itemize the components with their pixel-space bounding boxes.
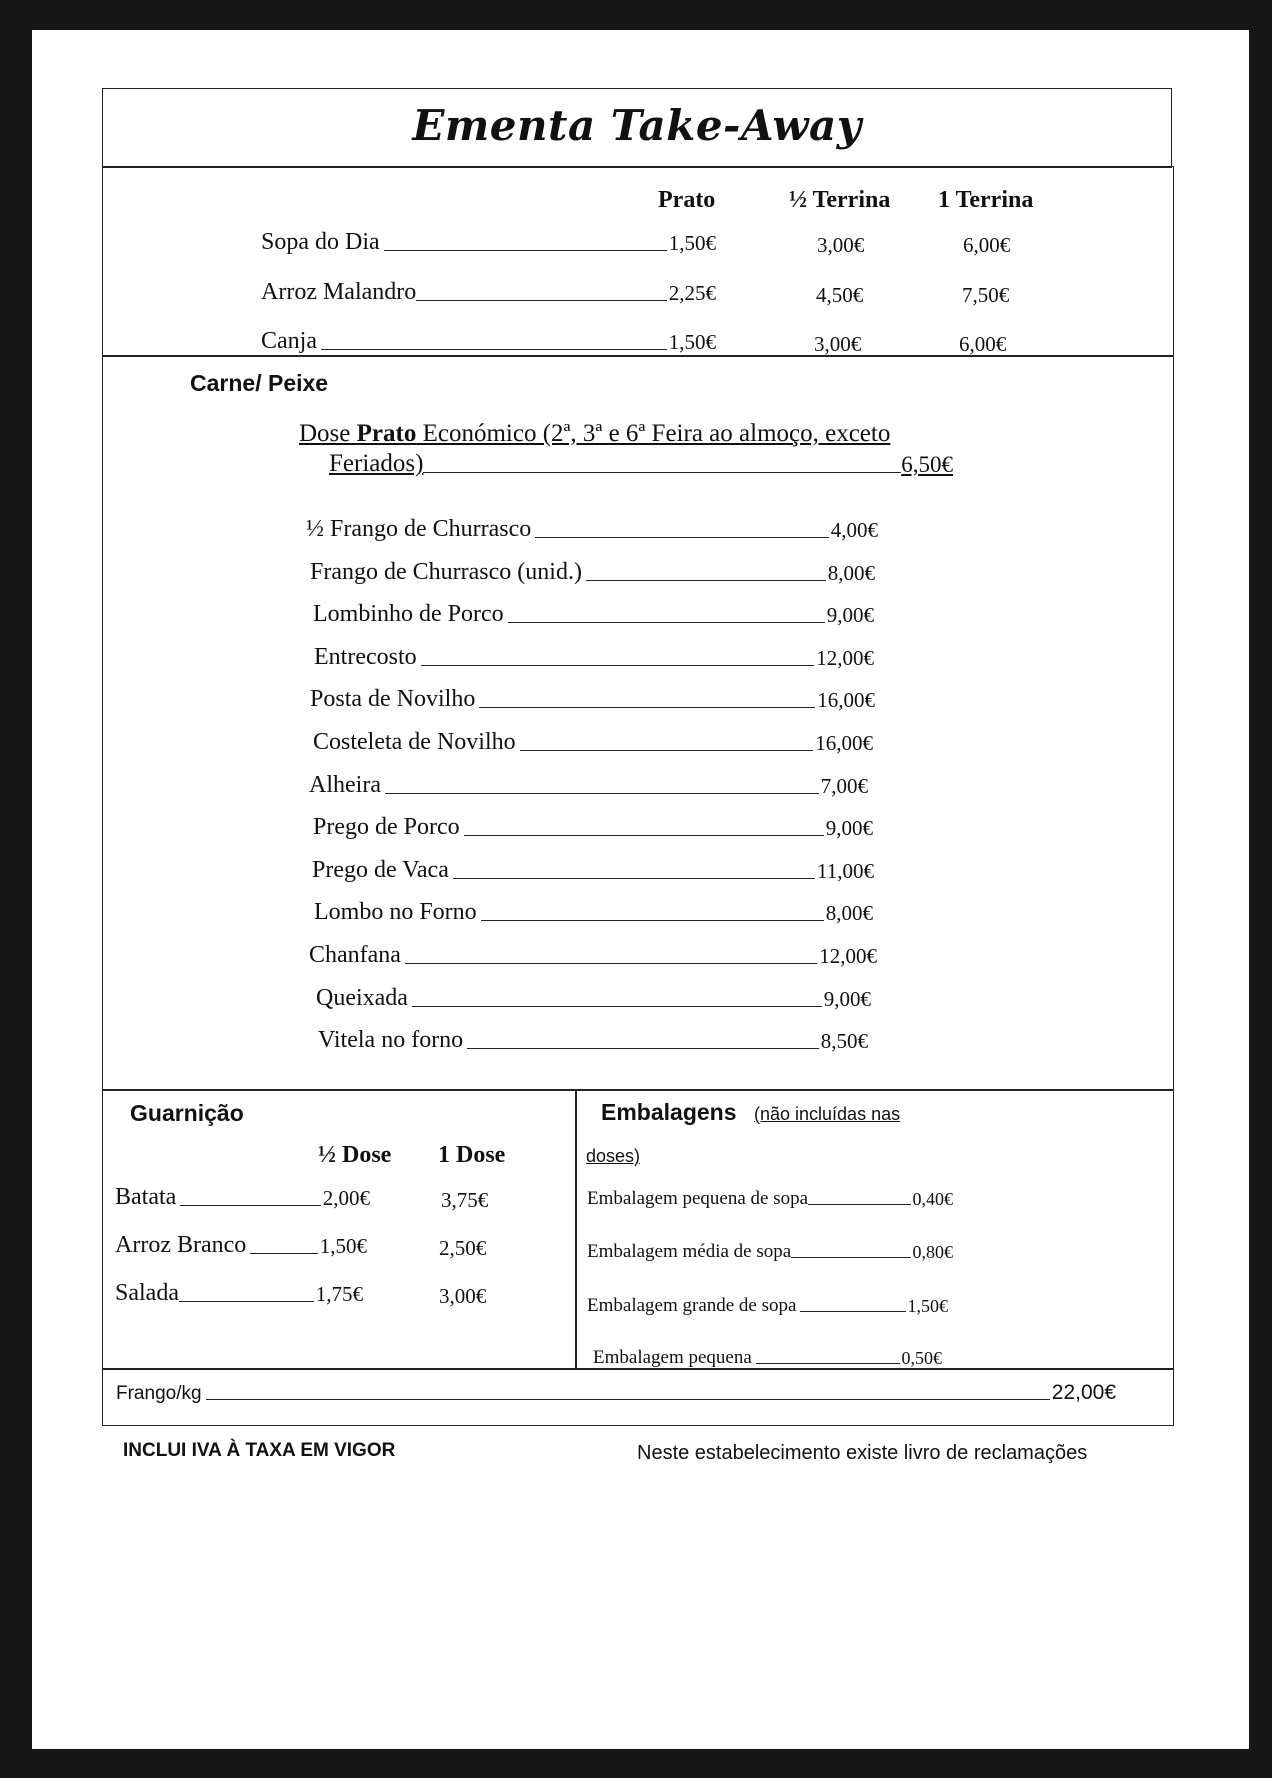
guarnicao-name: Batata: [115, 1184, 177, 1210]
dish-row: [309, 772, 868, 799]
embalagem-row: [587, 1241, 953, 1263]
dish-name: Queixada: [316, 984, 408, 1011]
dish-row: [312, 857, 874, 884]
soup-price-half: 4,50€: [816, 283, 864, 307]
leader-line: [453, 878, 815, 879]
embalagem-name: Embalagem grande de sopa: [587, 1295, 797, 1316]
dish-row: [313, 601, 874, 628]
dish-price: 9,00€: [823, 986, 871, 1011]
soup-price-full: 7,50€: [962, 283, 1010, 307]
guarnicao-row: [115, 1232, 367, 1259]
embalagem-row: [593, 1347, 942, 1369]
leader-line: [756, 1363, 900, 1364]
embalagens-note: (não incluídas nas: [754, 1104, 901, 1124]
dish-name: Alheira: [309, 771, 381, 798]
embalagens-heading: Embalagens: [601, 1099, 737, 1125]
leader-line: [250, 1253, 317, 1254]
soup-price-prato: 2,25€: [668, 281, 716, 305]
guarnicao-price-half: 1,50€: [319, 1234, 367, 1258]
dish-price: 8,50€: [820, 1029, 868, 1054]
embalagem-price: 0,50€: [901, 1348, 942, 1368]
dish-row: [314, 644, 874, 671]
title-box: [102, 88, 1172, 168]
leader-line: [791, 1257, 910, 1258]
carne-peixe-section: [102, 355, 1174, 1091]
dish-price: 11,00€: [817, 858, 874, 883]
leader-line: [508, 622, 825, 623]
dish-name: Entrecosto: [314, 643, 417, 670]
soup-row: [261, 328, 716, 355]
guarnicao-header-half: ½ Dose: [318, 1142, 392, 1168]
dish-price: 8,00€: [825, 901, 873, 926]
leader-line: [385, 793, 819, 794]
prato-economico-line2: [329, 450, 953, 478]
leader-line: [808, 1204, 910, 1205]
embalagem-price: 1,50€: [907, 1296, 948, 1316]
dish-row: [310, 559, 875, 586]
dish-name: Lombo no Forno: [314, 899, 477, 926]
dish-name: Lombinho de Porco: [313, 601, 504, 628]
embalagens-note-cont: doses): [586, 1146, 641, 1166]
leader-line: [321, 349, 667, 350]
soups-header-full: 1 Terrina: [938, 187, 1034, 213]
dish-price: 7,00€: [820, 773, 868, 798]
prato-economico-feriados: Feriados): [329, 450, 424, 477]
leader-line: [800, 1311, 905, 1312]
prato-economico-text: Económico (2ª, 3ª e 6ª Feira ao almoço, exceto: [416, 420, 891, 447]
dish-name: Prego de Porco: [313, 814, 460, 841]
soups-section: [102, 166, 1174, 357]
dish-price: 16,00€: [815, 731, 873, 755]
embalagem-name: Embalagem pequena de sopa: [587, 1188, 809, 1209]
frango-kg-row: [116, 1381, 1116, 1405]
leader-line: [423, 472, 901, 473]
guarnicao-section: [102, 1089, 577, 1370]
frango-kg-section: [102, 1368, 1174, 1426]
leader-line: [416, 300, 666, 301]
dish-row: [310, 686, 875, 713]
dish-price: 12,00€: [819, 944, 877, 968]
soup-name: Arroz Malandro: [261, 279, 417, 305]
dish-row: [313, 814, 873, 841]
leader-line: [179, 1301, 314, 1302]
embalagem-price: 0,40€: [912, 1189, 953, 1209]
guarnicao-row: [115, 1280, 363, 1307]
soup-price-full: 6,00€: [963, 233, 1011, 257]
leader-line: [206, 1399, 1050, 1400]
soup-row: [261, 229, 716, 256]
guarnicao-header-full: 1 Dose: [438, 1142, 506, 1168]
iva-note: INCLUI IVA À TAXA EM VIGOR: [123, 1440, 396, 1461]
dish-row: [316, 985, 871, 1012]
embalagem-price: 0,80€: [912, 1242, 953, 1262]
dish-price: 4,00€: [830, 518, 878, 542]
embalagem-name: Embalagem média de sopa: [587, 1241, 792, 1262]
soups-header-half: ½ Terrina: [789, 187, 891, 213]
dish-name: Chanfana: [309, 942, 401, 968]
dish-price: 9,00€: [825, 816, 873, 841]
dish-name: Vitela no forno: [318, 1027, 464, 1054]
dish-row: [313, 729, 873, 756]
guarnicao-price-half: 1,75€: [315, 1282, 363, 1306]
dish-row: [306, 516, 878, 543]
soup-name: Sopa do Dia: [261, 229, 380, 255]
guarnicao-price-full: 3,75€: [441, 1188, 489, 1212]
prato-economico-line1: [299, 420, 890, 448]
leader-line: [479, 707, 815, 708]
dish-name: Costeleta de Novilho: [313, 729, 516, 755]
leader-line: [405, 963, 817, 964]
leader-line: [586, 580, 826, 581]
dish-name: Posta de Novilho: [310, 686, 476, 713]
guarnicao-name: Arroz Branco: [115, 1232, 247, 1258]
guarnicao-row: [115, 1184, 370, 1211]
dish-row: [314, 899, 873, 926]
frango-kg-price: 22,00€: [1051, 1381, 1116, 1404]
guarnicao-price-half: 2,00€: [322, 1186, 370, 1210]
leader-line: [467, 1048, 819, 1049]
dish-price: 8,00€: [827, 560, 875, 585]
prato-economico-prefix: Dose: [299, 420, 357, 447]
guarnicao-price-full: 3,00€: [439, 1284, 487, 1308]
soup-name: Canja: [261, 328, 317, 354]
livro-reclamacoes-note: Neste estabelecimento existe livro de reclamações: [637, 1442, 1088, 1464]
embalagem-row: [587, 1295, 948, 1317]
leader-line: [421, 665, 815, 666]
dish-row: [309, 942, 877, 969]
soup-price-half: 3,00€: [814, 332, 862, 356]
soup-price-prato: 1,50€: [668, 231, 716, 255]
leader-line: [481, 920, 824, 921]
embalagens-section: [575, 1089, 1174, 1370]
soup-price-full: 6,00€: [959, 332, 1007, 356]
dish-row: [318, 1027, 868, 1054]
dish-name: Prego de Vaca: [312, 856, 449, 883]
leader-line: [520, 750, 814, 751]
leader-line: [412, 1006, 822, 1007]
embalagem-name: Embalagem pequena: [593, 1347, 752, 1368]
dish-price: 16,00€: [817, 688, 875, 713]
prato-economico-bold: Prato: [356, 420, 417, 447]
leader-line: [180, 1205, 320, 1206]
prato-economico-price: 6,50€: [901, 452, 953, 477]
soup-price-half: 3,00€: [817, 233, 865, 257]
guarnicao-price-full: 2,50€: [439, 1236, 487, 1260]
menu-title: Ementa Take-Away: [412, 101, 862, 150]
menu-page: [32, 30, 1249, 1749]
leader-line: [384, 250, 667, 251]
soup-row: [261, 279, 716, 306]
dish-name: ½ Frango de Churrasco: [306, 516, 532, 542]
soups-header-prato: Prato: [658, 187, 716, 213]
guarnicao-heading: Guarnição: [130, 1100, 244, 1126]
embalagem-row: [587, 1188, 953, 1210]
leader-line: [464, 835, 824, 836]
dish-price: 12,00€: [816, 645, 874, 670]
leader-line: [535, 537, 828, 538]
frango-kg-label: Frango/kg: [116, 1383, 202, 1404]
soup-price-prato: 1,50€: [668, 330, 716, 354]
dish-name: Frango de Churrasco (unid.): [310, 558, 582, 585]
carne-peixe-heading: Carne/ Peixe: [190, 370, 329, 396]
guarnicao-name: Salada: [115, 1280, 179, 1306]
dish-price: 9,00€: [826, 603, 874, 628]
